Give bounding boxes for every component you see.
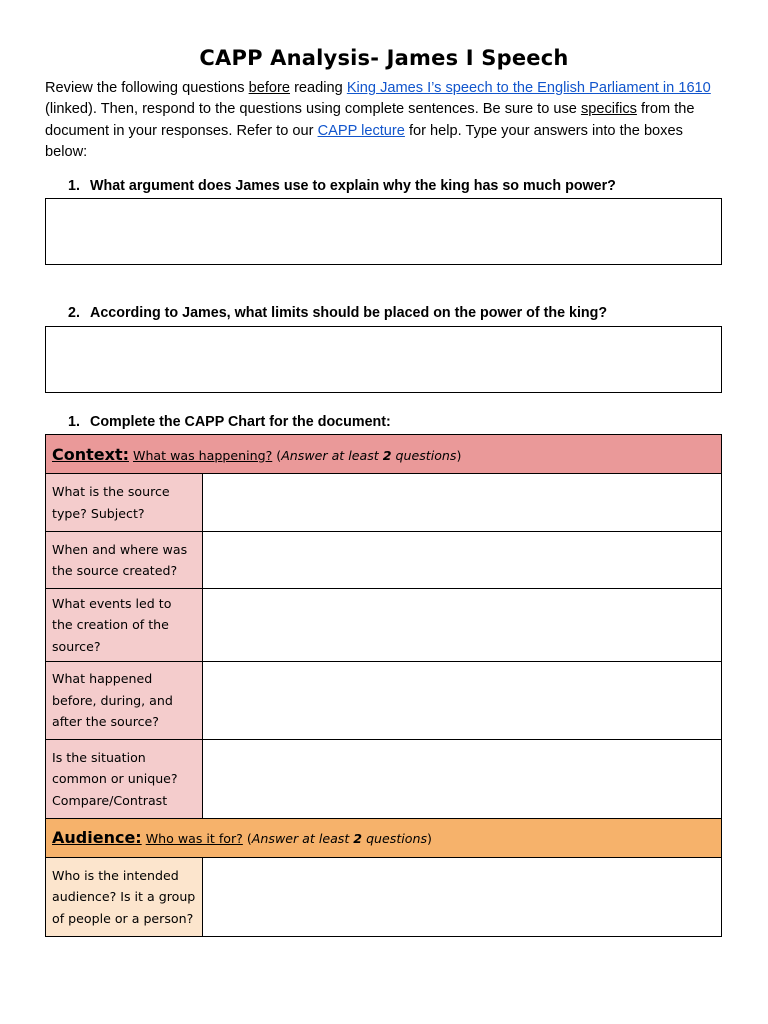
context-answer-cell[interactable] xyxy=(203,589,722,662)
page-title: CAPP Analysis- James I Speech xyxy=(199,46,569,70)
question-3 xyxy=(68,414,391,430)
intro-text: reading xyxy=(290,80,347,96)
question-number: 1. xyxy=(68,414,80,430)
question-text: What argument does James use to explain why the king has so much power? xyxy=(90,178,616,194)
question-number: 2. xyxy=(68,305,80,321)
intro-text: from the document in your responses. Refer to our xyxy=(45,101,695,139)
note-text: questions xyxy=(362,831,428,847)
context-question: What is the source type? Subject? xyxy=(46,474,203,532)
intro-text: for help. Type your answers into the boxes below: xyxy=(45,122,683,160)
question-text: Complete the CAPP Chart for the document: xyxy=(90,414,391,430)
context-question: What happened before, during, and after the source? xyxy=(46,661,203,739)
context-title: Context: xyxy=(52,444,129,464)
context-subtitle: What was happening? xyxy=(133,447,273,463)
before-emphasis: before xyxy=(248,80,291,96)
capp-chart xyxy=(45,434,722,937)
note-number: 2 xyxy=(382,447,392,463)
context-note xyxy=(281,448,456,463)
context-answer-cell[interactable] xyxy=(203,661,722,739)
question-2 xyxy=(68,305,607,321)
answer-box-1[interactable] xyxy=(45,198,722,265)
context-question: Is the situation common or unique? Compare/Contrast xyxy=(46,739,203,818)
context-header xyxy=(46,435,722,474)
paren: ) xyxy=(427,831,432,847)
audience-note xyxy=(252,831,427,846)
audience-header xyxy=(46,818,722,857)
context-answer-cell[interactable] xyxy=(203,739,722,818)
audience-subtitle: Who was it for? xyxy=(145,831,243,847)
audience-title: Audience: xyxy=(52,828,142,848)
paren: ( xyxy=(272,447,282,463)
note-number: 2 xyxy=(353,831,363,847)
question-1 xyxy=(68,178,616,194)
intro-text: (linked). Then, respond to the questions using complete sentences. Be sure to use xyxy=(45,101,581,118)
speech-link[interactable]: King James I’s speech to the English Parliament in 1610 xyxy=(346,80,711,96)
question-text: According to James, what limits should be placed on the power of the king? xyxy=(90,305,608,321)
note-text: questions xyxy=(391,447,457,463)
context-answer-cell[interactable] xyxy=(203,474,722,532)
audience-answer-cell[interactable] xyxy=(203,857,722,936)
paren: ) xyxy=(456,447,462,463)
question-number: 1. xyxy=(68,178,80,194)
context-answer-cell[interactable] xyxy=(203,532,722,589)
note-text: Answer at least xyxy=(251,831,354,847)
note-text: Answer at least xyxy=(281,447,383,463)
paren: ( xyxy=(242,831,252,847)
instructions xyxy=(45,78,725,163)
context-question: What events led to the creation of the source? xyxy=(46,589,203,662)
audience-question: Who is the intended audience? Is it a group of people or a person? xyxy=(46,857,203,936)
answer-box-2[interactable] xyxy=(45,326,722,393)
capp-lecture-link[interactable]: CAPP lecture xyxy=(317,122,405,139)
specifics-emphasis: specifics xyxy=(580,101,637,118)
intro-text: Review the following questions xyxy=(45,80,249,96)
context-question: When and where was the source created? xyxy=(46,532,203,589)
